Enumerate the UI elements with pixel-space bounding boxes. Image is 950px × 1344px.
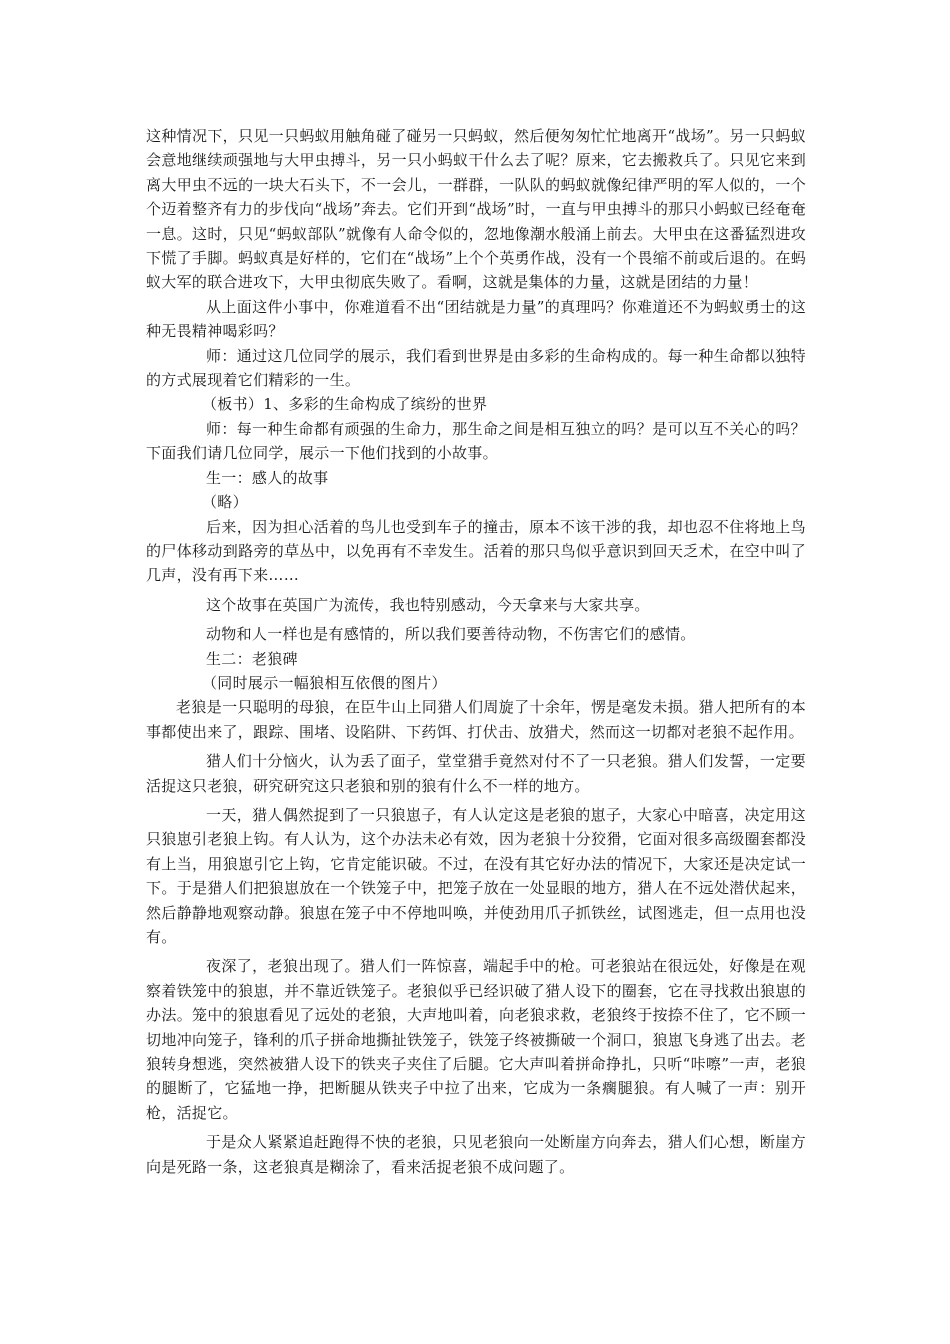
paragraph-omitted: （略）	[202, 493, 248, 512]
paragraph-picture-note: （同时展示一幅狼相互依偎的图片）	[202, 673, 447, 692]
paragraph-unity-question: 从上面这件小事中，你难道看不出“团结就是力量”的真理吗？你难道还不为蚂蚁勇士的这种无畏精神喝彩吗？	[146, 297, 806, 341]
paragraph-bird-story: 后来，因为担心活着的鸟儿也受到车子的撞击，原本不该干涉的我，却也忍不住将地上鸟的尸体移动到路旁的草丛中，以免再有不幸发生。活着的那只鸟似乎意识到回天乏术，在空中叫了几声，没有再下来……	[146, 517, 806, 585]
document-page	[146, 124, 806, 1179]
paragraph-wolf-cub-trap: 一天，猎人偶然捉到了一只狼崽子，有人认定这是老狼的崽子，大家心中暗喜，决定用这只狼崽引老狼上钩。有人认为，这个办法未必有效，因为老狼十分狡猾，它面对很多高级圈套都没有上当，用狼崽引它上钩，它肯定能识破。不过，在没有其它好办法的情况下，大家还是决定试一下。于是猎人们把狼崽放在一个铁笼子中，把笼子放在一处显眼的地方，猎人在不远处潜伏起来，然后静静地观察动静。狼崽在笼子中不停地叫唤，并使劲用爪子抓铁丝，试图逃走，但一点用也没有。	[146, 805, 806, 946]
paragraph-old-wolf-intro: 老狼是一只聪明的母狼，在臣牛山上同猎人们周旋了十余年，愣是毫发未损。猎人把所有的本事都使出来了，跟踪、围堵、设陷阱、下药饵、打伏击、放猎犬，然而这一切都对老狼不起作用。	[146, 698, 806, 741]
paragraph-ant-battle: 这种情况下，只见一只蚂蚁用触角碰了碰另一只蚂蚁，然后便匆匆忙忙地离开“战场”。另一只蚂蚁会意地继续顽强地与大甲虫搏斗，另一只小蚂蚁干什么去了呢？原来，它去搬救兵了。只见它来到离大甲虫不远的一块大石头下，不一会儿，一群群，一队队的蚂蚁就像纪律严明的军人似的，一个个迈着整齐有力的步伐向“战场”奔去。它们开到“战场”时，一直与甲虫搏斗的那只小蚂蚁已经奄奄一息。这时，只见“蚂蚁部队”就像有人命令似的，忽地像潮水般涌上前去。大甲虫在这番猛烈进攻下慌了手脚。蚂蚁真是好样的，它们在“战场”上个个英勇作战，没有一个畏缩不前或后退的。在蚂蚁大军的联合进攻下，大甲虫彻底失败了。看啊，这就是集体的力量，这就是团结的力量！	[146, 127, 806, 292]
paragraph-chase-cliff: 于是众人紧紧追赶跑得不快的老狼，只见老狼向一处断崖方向奔去，猎人们心想，断崖方向是死路一条，这老狼真是糊涂了，看来活捉老狼不成问题了。	[146, 1133, 806, 1176]
paragraph-night-rescue: 夜深了，老狼出现了。猎人们一阵惊喜，端起手中的枪。可老狼站在很远处，好像是在观察着铁笼中的狼崽，并不靠近铁笼子。老狼似乎已经识破了猎人设下的圈套，它在寻找救出狼崽的办法。笼中的狼崽看见了远处的老狼，大声地叫着，向老狼求救，老狼终于按捺不住了，它不顾一切地冲向笼子，锋利的爪子拼命地撕扯铁笼子，铁笼子终被撕破一个洞口，狼崽飞身逃了出去。老狼转身想逃，突然被猎人设下的铁夹子夹住了后腿。它大声叫着拼命挣扎，只听“咔嚓”一声，老狼的腿断了，它猛地一挣，把断腿从铁夹子中拉了出来，它成为一条瘸腿狼。有人喊了一声：别开枪，活捉它。	[146, 957, 806, 1122]
paragraph-student-two-title: 生二：老狼碑	[206, 649, 298, 668]
paragraph-blackboard-note: （板书）1、多彩的生命构成了缤纷的世界	[202, 395, 488, 414]
paragraph-teacher-colorful-life: 师：通过这几位同学的展示，我们看到世界是由多彩的生命构成的。每一种生命都以独特的方式展现着它们精彩的一生。	[146, 346, 806, 390]
paragraph-story-shared: 这个故事在英国广为流传，我也特别感动，今天拿来与大家共享。	[206, 595, 650, 614]
paragraph-teacher-question: 师：每一种生命都有顽强的生命力，那生命之间是相互独立的吗？是可以互不关心的吗？下面我们请几位同学，展示一下他们找到的小故事。	[146, 419, 806, 463]
paragraph-student-one-title: 生一：感人的故事	[206, 468, 329, 487]
paragraph-animal-feelings: 动物和人一样也是有感情的，所以我们要善待动物，不伤害它们的感情。	[206, 625, 696, 644]
paragraph-hunters-vow: 猎人们十分恼火，认为丢了面子，堂堂猎手竟然对付不了一只老狼。猎人们发誓，一定要活捉这只老狼，研究研究这只老狼和别的狼有什么不一样的地方。	[146, 752, 806, 795]
